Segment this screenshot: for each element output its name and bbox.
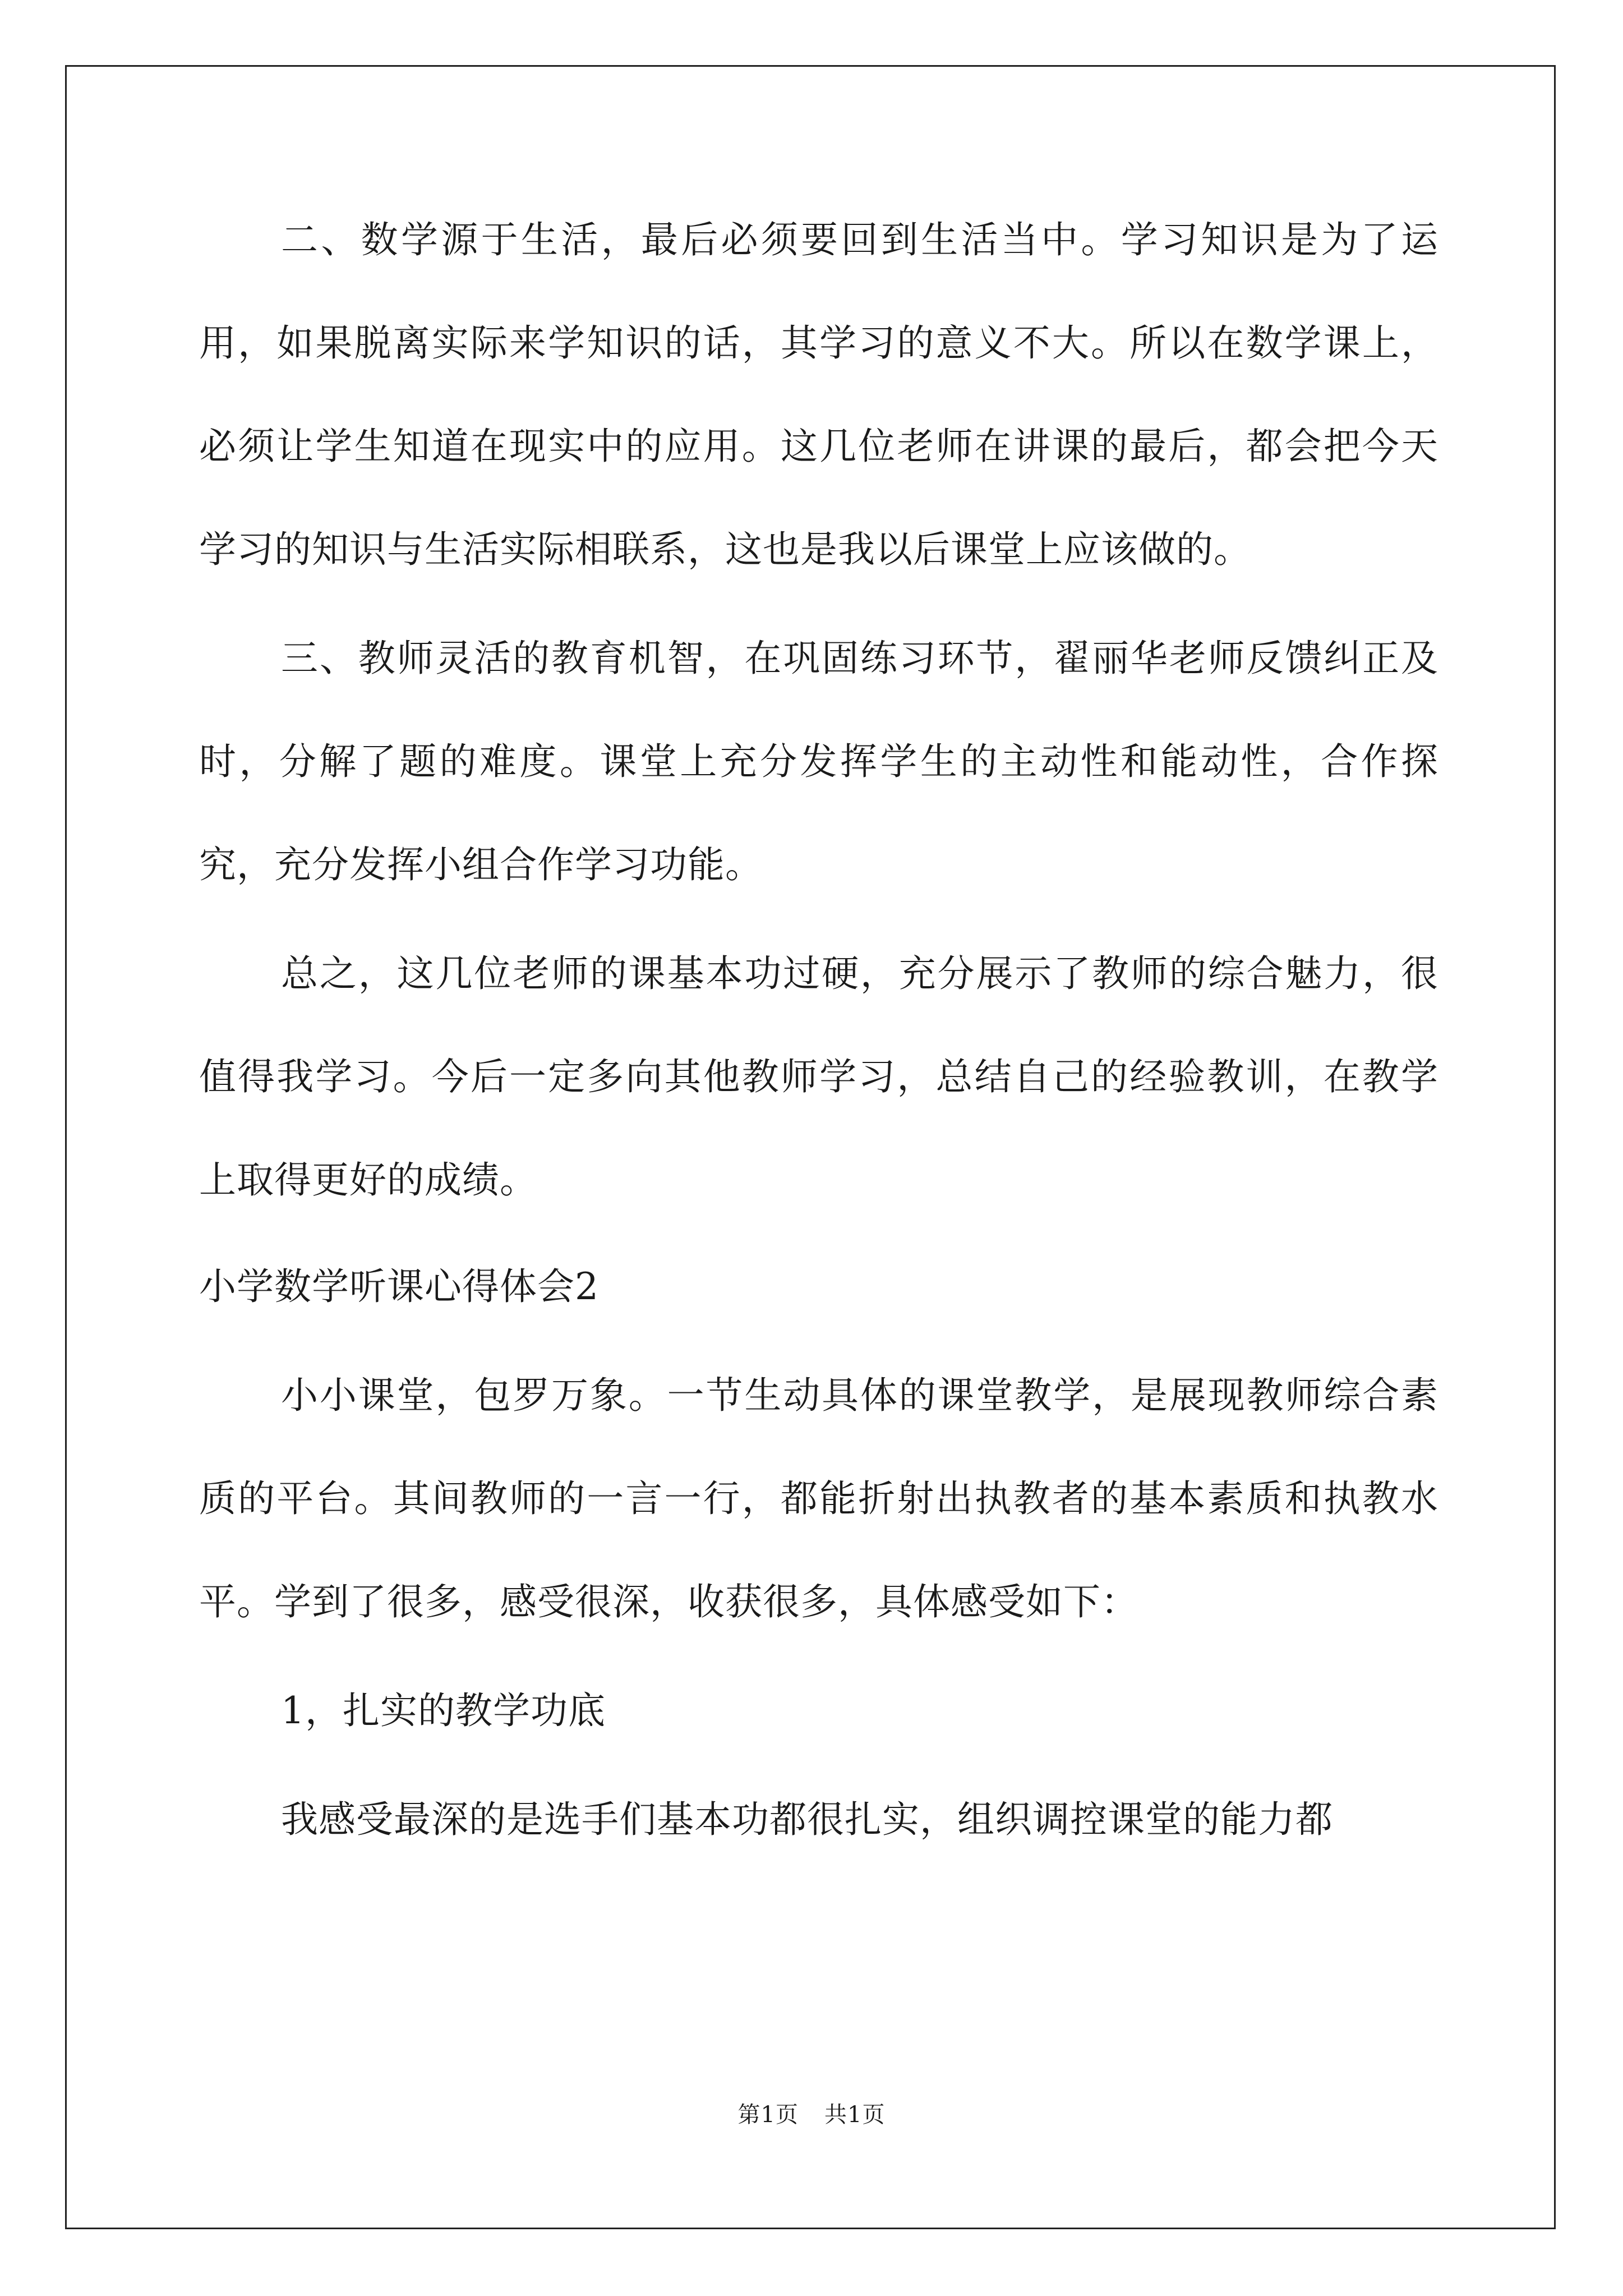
page-total: 共1页	[824, 2102, 886, 2128]
section-paragraph-3: 我感受最深的是选手们基本功都很扎实，组织调控课堂的能力都	[281, 1798, 1333, 1841]
section-paragraph-1: 小小课堂，包罗万象。一节生动具体的课堂教学，是展现教师综合素质的平台。其间教师的一言一行，都能折射出执教者的基本素质和执教水平。学到了很多，感受很深，收获很多，具体感受如下：	[199, 1374, 1438, 1623]
section-paragraph-2: 1，扎实的教学功底	[281, 1689, 606, 1732]
page-number: 第1页	[737, 2102, 799, 2128]
paragraph-1: 二、数学源于生活，最后必须要回到生活当中。学习知识是为了运用，如果脱离实际来学知识的话，其学习的意义不大。所以在数学课上，必须让学生知道在现实中的应用。这几位老师在讲课的最后，都会把今天学习的知识与生活实际相联系，这也是我以后课堂上应该做的。	[199, 218, 1438, 571]
section-title: 小学数学听课心得体会2	[199, 1265, 599, 1308]
document-body	[199, 188, 1438, 1871]
paragraph-3: 总之，这几位老师的课基本功过硬，充分展示了教师的综合魅力，很值得我学习。今后一定多向其他教师学习，总结自己的经验教训，在教学上取得更好的成绩。	[199, 952, 1438, 1202]
paragraph-2: 三、教师灵活的教育机智，在巩固练习环节，翟丽华老师反馈纠正及时，分解了题的难度。课堂上充分发挥学生的主动性和能动性，合作探究，充分发挥小组合作学习功能。	[199, 637, 1438, 886]
page-footer	[0, 2097, 1623, 2129]
